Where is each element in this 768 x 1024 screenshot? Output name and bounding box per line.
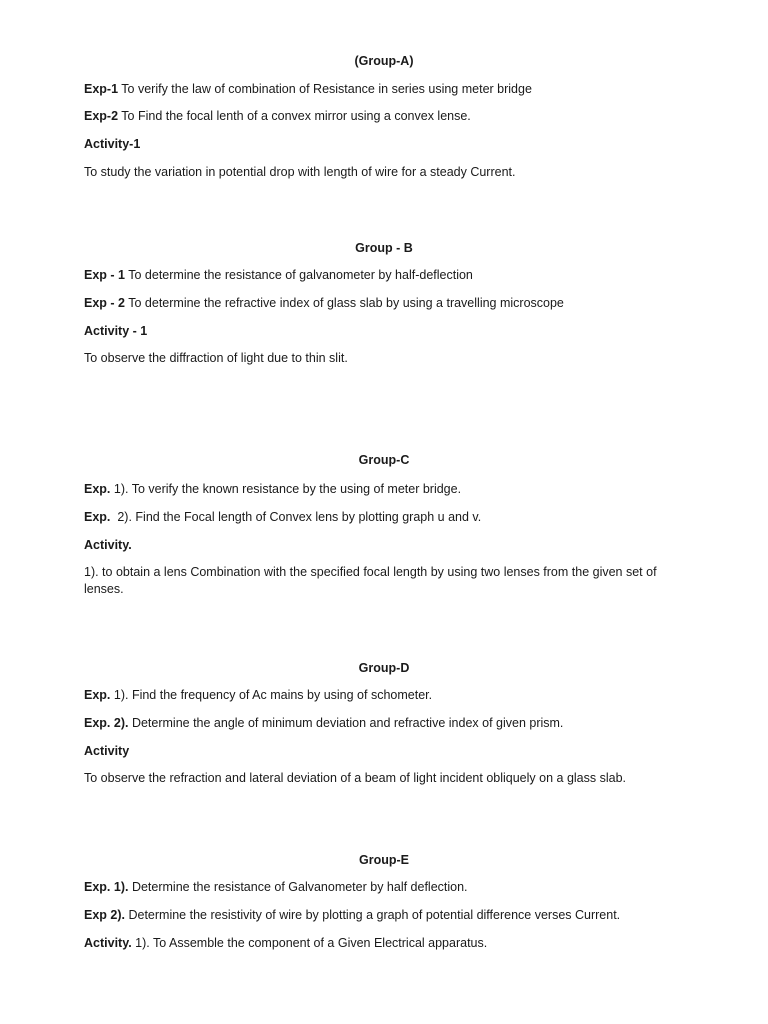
group-a-activity-label: Activity-1 — [84, 137, 141, 151]
group-c-activity-text: 1). to obtain a lens Combination with the specified focal length by using two lenses from the given set of lenses. — [84, 565, 657, 596]
exp-text: To determine the refractive index of glass slab by using a travelling microscope — [125, 296, 564, 310]
exp-text: 2). Find the Focal length of Convex lens by plotting graph u and v. — [110, 510, 482, 524]
group-e-heading: Group-E — [359, 853, 409, 867]
exp-label: Exp. 1). — [84, 880, 129, 894]
exp-label: Exp. 2). — [84, 716, 129, 730]
group-c-heading: Group-C — [358, 453, 410, 467]
group-c-activity-label: Activity. — [84, 538, 132, 552]
group-a-heading: (Group-A) — [354, 54, 414, 68]
group-e-activity — [84, 935, 694, 952]
group-d-exp-2 — [84, 715, 694, 732]
exp-label: Exp-2 — [84, 109, 119, 123]
group-e-exp-2 — [84, 907, 694, 924]
exp-label: Exp. — [84, 510, 111, 524]
activity-text: 1). To Assemble the component of a Given Electrical apparatus. — [131, 936, 488, 950]
exp-text: To verify the law of combination of Resistance in series using meter bridge — [118, 82, 532, 96]
activity-label: Activity. — [84, 936, 132, 950]
exp-text: Determine the resistivity of wire by plotting a graph of potential difference verses Current. — [125, 908, 621, 922]
exp-label: Exp. — [84, 482, 111, 496]
exp-label: Exp. — [84, 688, 111, 702]
exp-text: Determine the angle of minimum deviation and refractive index of given prism. — [128, 716, 564, 730]
exp-text: To determine the resistance of galvanometer by half-deflection — [125, 268, 473, 282]
exp-label: Exp - 2 — [84, 296, 125, 310]
group-d-activity-text: To observe the refraction and lateral deviation of a beam of light incident obliquely on a glass slab. — [84, 771, 626, 785]
exp-text: 1). Find the frequency of Ac mains by using of schometer. — [110, 688, 433, 702]
group-b-activity-label: Activity - 1 — [84, 324, 148, 338]
group-c-exp-1 — [84, 481, 694, 498]
group-a-activity-text: To study the variation in potential drop with length of wire for a steady Current. — [84, 165, 516, 179]
group-a-exp-1 — [84, 81, 694, 98]
exp-text: To Find the focal lenth of a convex mirror using a convex lense. — [118, 109, 471, 123]
group-d-exp-1 — [84, 687, 694, 704]
exp-label: Exp-1 — [84, 82, 119, 96]
exp-label: Exp - 1 — [84, 268, 125, 282]
group-a-exp-2 — [84, 108, 694, 125]
group-e-exp-1 — [84, 879, 694, 896]
group-c-exp-2 — [84, 509, 694, 526]
group-b-activity-text: To observe the diffraction of light due to thin slit. — [84, 351, 348, 365]
group-d-heading: Group-D — [358, 661, 410, 675]
group-b-heading: Group - B — [355, 241, 413, 255]
group-d-activity-label: Activity — [84, 744, 130, 758]
exp-label: Exp 2). — [84, 908, 125, 922]
group-b-exp-2 — [84, 295, 694, 312]
exp-text: Determine the resistance of Galvanometer by half deflection. — [128, 880, 468, 894]
group-b-exp-1 — [84, 267, 694, 284]
exp-text: 1). To verify the known resistance by the using of meter bridge. — [110, 482, 462, 496]
